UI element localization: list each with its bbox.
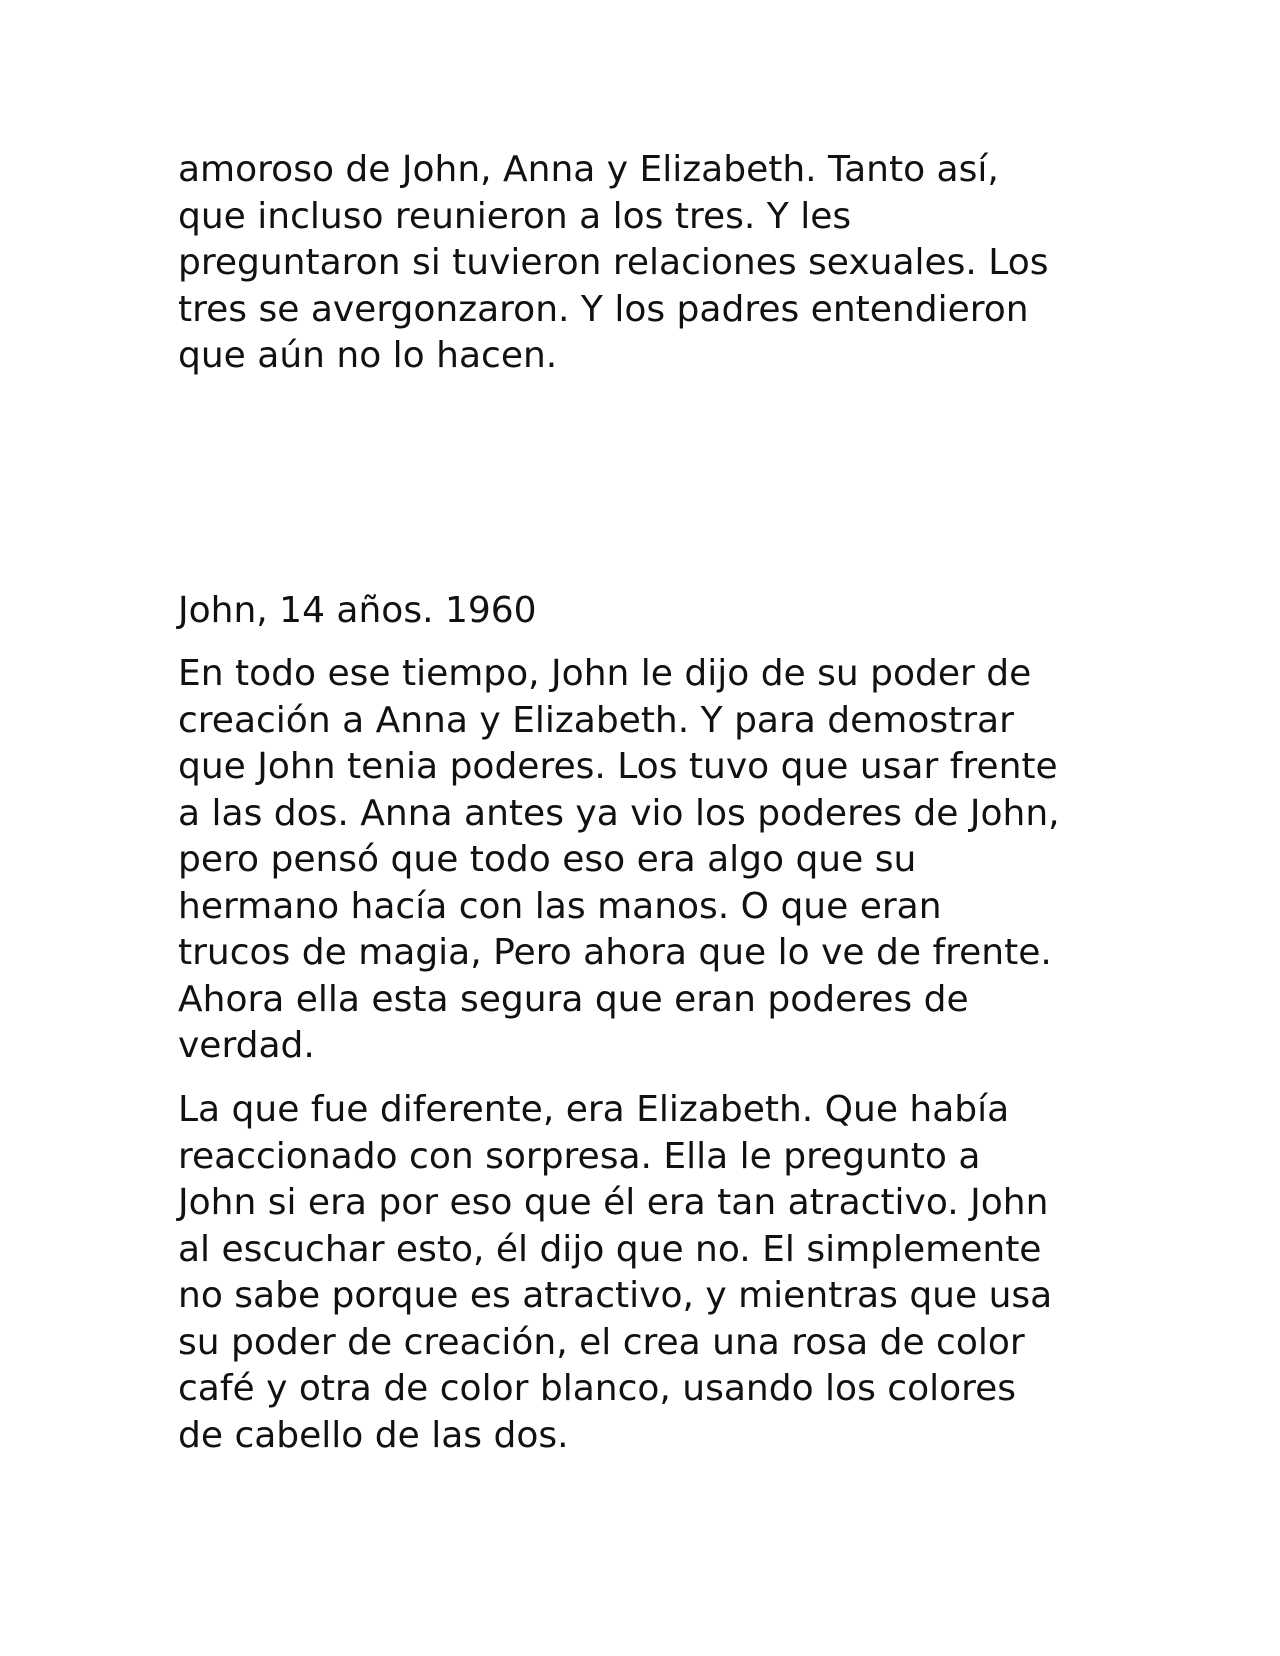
paragraph: La que fue diferente, era Elizabeth. Que había reaccionado con sorpresa. Ella le pregunto a John si era por eso que él era tan atractivo. John al escuchar esto, él dijo que no. El simplemente no sabe porque es atractivo, y mientras que usa su poder de creación, el crea una rosa de color café y otra de color blanco, usando los colores de cabello de las dos. (178, 1089, 1053, 1456)
paragraph: amoroso de John, Anna y Elizabeth. Tanto así, que incluso reunieron a los tres. Y les preguntaron si tuvieron relaciones sexuales. Los tres se avergonzaron. Y los padres entendieron que aún no lo hacen. (178, 149, 1049, 376)
paragraph: En todo ese tiempo, John le dijo de su poder de creación a Anna y Elizabeth. Y para demostrar que John tenia poderes. Los tuvo que usar frente a las dos. Anna antes ya vio los poderes de John, pero pensó que todo eso era algo que su hermano hacía con las manos. O que eran trucos de magia, Pero ahora que lo ve de frente. Ahora ella esta segura que eran poderes de verdad. (178, 653, 1060, 1066)
section-heading: John, 14 años. 1960 (178, 590, 537, 631)
